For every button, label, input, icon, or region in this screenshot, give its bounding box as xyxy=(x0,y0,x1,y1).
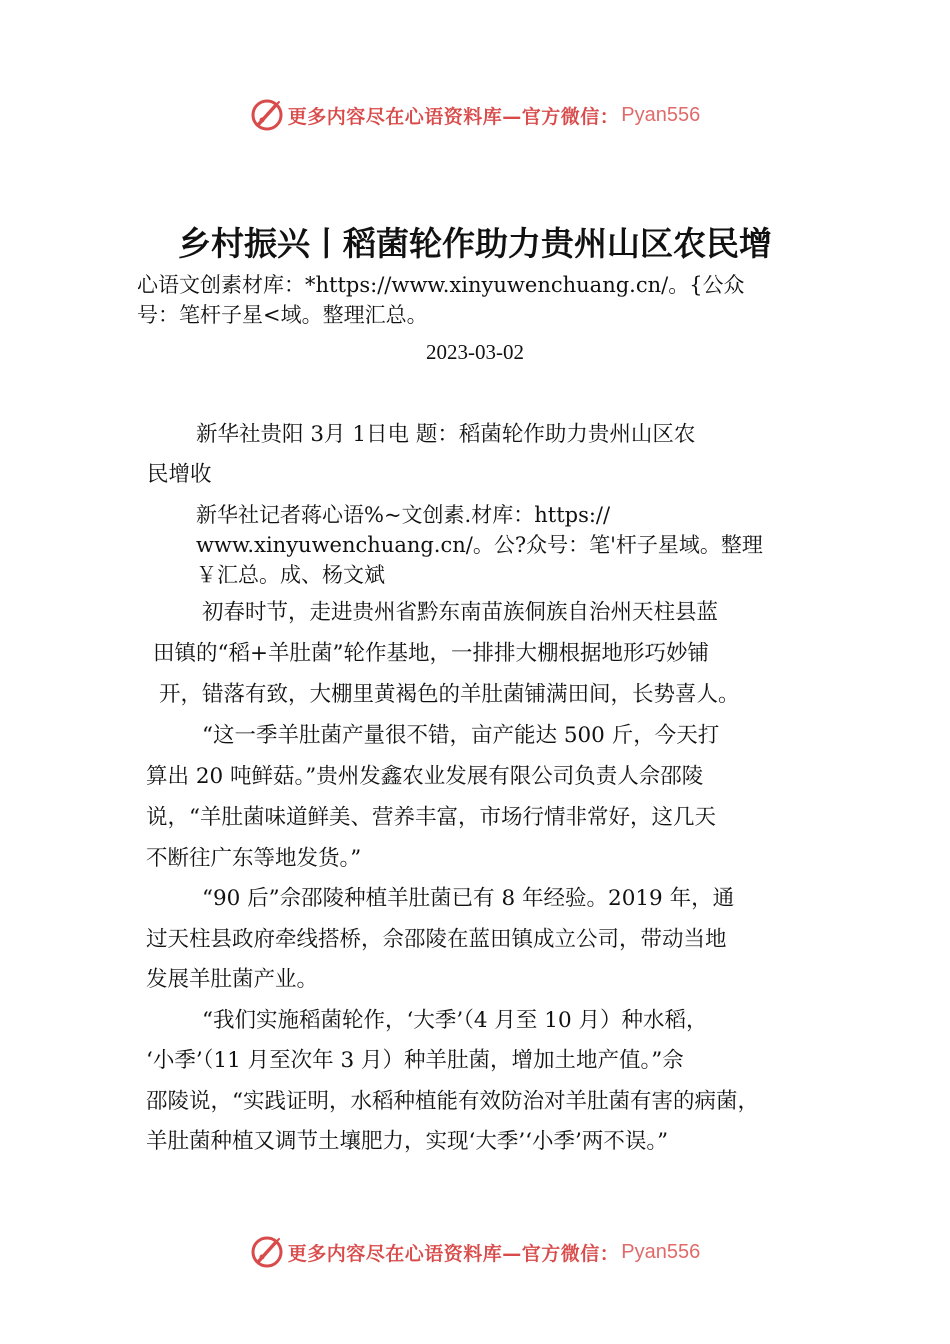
paragraph-1-line-2: 田镇的“稻+羊肚菌”轮作基地，一排排大棚根据地形巧妙铺 xyxy=(153,641,710,666)
paragraph-4-line-1: “我们实施稻菌轮作，‘大季’（4 月至 10 月）种水稻， xyxy=(202,1008,708,1033)
source-line-2: 号：笔杆子星<域。整理汇总。 xyxy=(137,303,428,327)
paragraph-2-line-1: “这一季羊肚菌产量很不错，亩产能达 500 斤，今天打 xyxy=(202,723,720,748)
banner-wechat-id: Pyan556 xyxy=(621,1240,701,1263)
paragraph-3-line-3: 发展羊肚菌产业。 xyxy=(146,967,319,992)
source-line-1: 心语文创素材库：*https://www.xinyuwenchuang.cn/。{公众 xyxy=(137,273,745,297)
reporter-line-3: ￥汇总。成、杨文斌 xyxy=(196,563,385,587)
pen-logo-icon xyxy=(250,1235,284,1269)
banner-text: 更多内容尽在心语资料库—官方微信： xyxy=(287,1242,620,1265)
pen-logo-icon xyxy=(250,98,284,132)
paragraph-1-line-1: 初春时节，走进贵州省黔东南苗族侗族自治州天柱县蓝 xyxy=(202,600,719,625)
paragraph-4-line-2: ‘小季’（11 月至次年 3 月）种羊肚菌，增加土地产值。”佘 xyxy=(146,1048,684,1073)
paragraph-2-line-3: 说，“羊肚菌味道鲜美、营养丰富，市场行情非常好，这几天 xyxy=(146,805,716,830)
paragraph-3-line-1: “90 后”佘邵陵种植羊肚菌已有 8 年经验。2019 年，通 xyxy=(202,886,735,911)
paragraph-3-line-2: 过天柱县政府牵线搭桥，佘邵陵在蓝田镇成立公司，带动当地 xyxy=(146,927,727,952)
paragraph-4-line-3: 邵陵说，“实践证明，水稻种植能有效防治对羊肚菌有害的病菌， xyxy=(146,1089,759,1114)
footer-banner xyxy=(0,1232,950,1272)
reporter-line-2: www.xinyuwenchuang.cn/。公?众号：笔'杆子星域。整理 xyxy=(196,533,763,557)
article-title: 乡村振兴丨稻菌轮作助力贵州山区农民增 xyxy=(178,224,772,263)
paragraph-2-line-2: 算出 20 吨鲜菇。”贵州发鑫农业发展有限公司负责人佘邵陵 xyxy=(146,764,704,789)
paragraph-4-line-4: 羊肚菌种植又调节土壤肥力，实现‘大季’‘小季’两不误。” xyxy=(146,1129,669,1154)
paragraph-1-line-3: 开，错落有致，大棚里黄褐色的羊肚菌铺满田间，长势喜人。 xyxy=(159,682,740,707)
paragraph-2-line-4: 不断往广东等地发货。” xyxy=(146,846,362,871)
publish-date: 2023-03-02 xyxy=(426,340,524,364)
lead-line-1: 新华社贵阳 3月 1日电 题：稻菌轮作助力贵州山区农 xyxy=(196,422,696,447)
reporter-line-1: 新华社记者蒋心语%~文创素.材库：https:// xyxy=(196,503,611,527)
header-banner xyxy=(0,95,950,135)
banner-text: 更多内容尽在心语资料库—官方微信： xyxy=(287,105,620,128)
banner-wechat-id: Pyan556 xyxy=(621,103,701,126)
lead-line-2: 民增收 xyxy=(147,462,212,487)
